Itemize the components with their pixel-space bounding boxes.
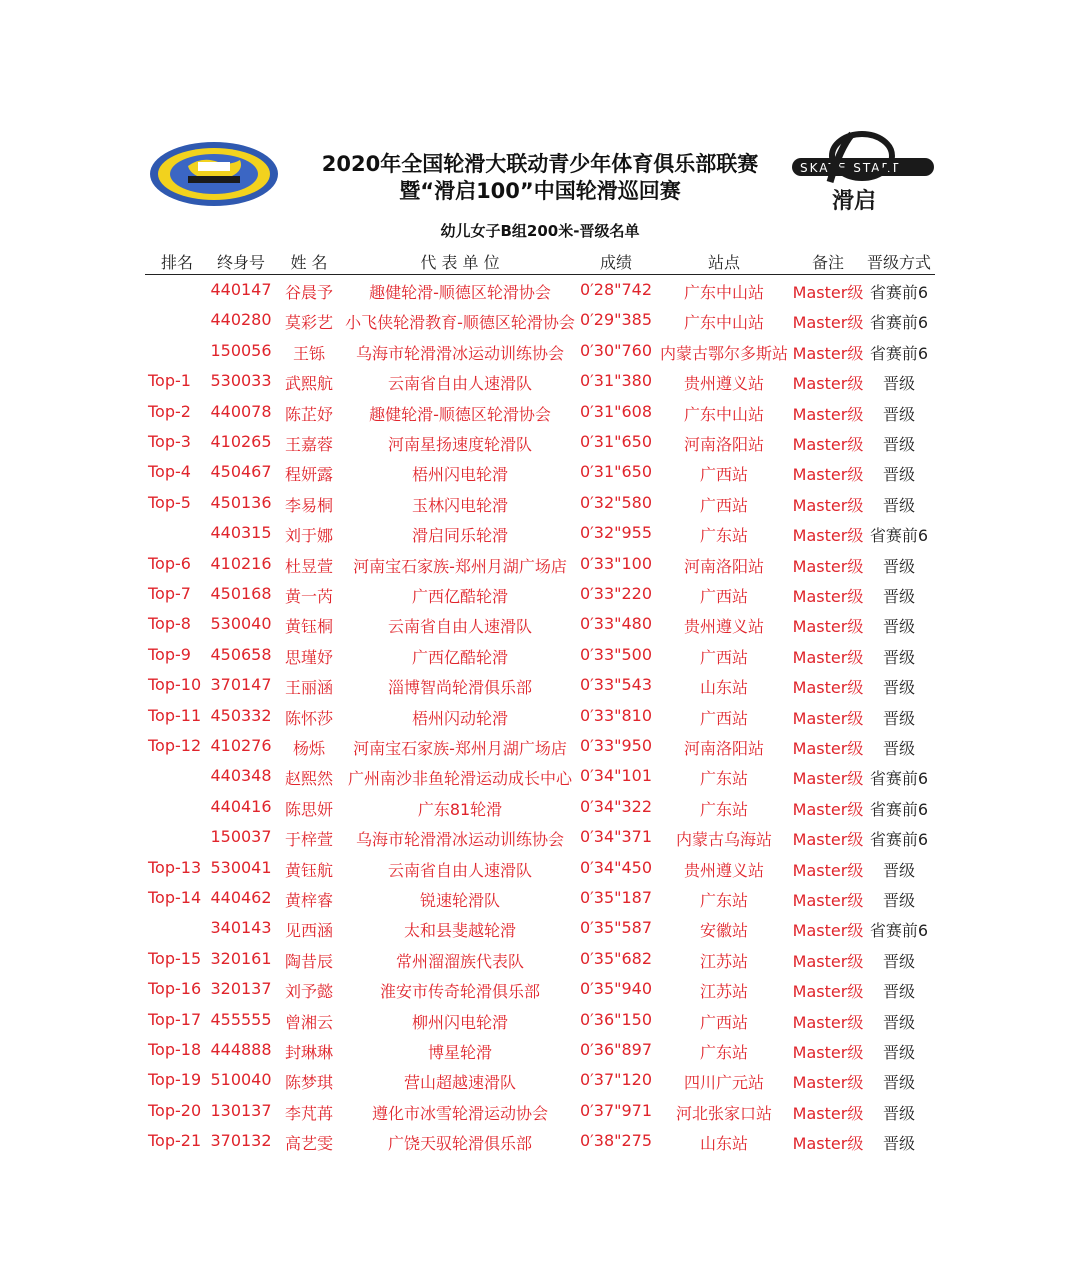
cell-station: 贵州遵义站 (683, 860, 765, 880)
cell-station: 广东站 (699, 1043, 749, 1062)
table-row (0, 458, 1080, 488)
cell-rank: Top-12 (148, 736, 202, 755)
cell-id: 450168 (210, 584, 272, 603)
cell-method: 省赛前6 (869, 799, 929, 819)
cell-time: 0′31"650 (579, 432, 653, 451)
table-row (0, 337, 1080, 367)
cell-unit: 玉林闪电轮滑 (411, 495, 509, 515)
cell-method: 晋级 (882, 617, 916, 637)
cell-time: 0′37"120 (579, 1070, 653, 1090)
cell-time: 0′33"480 (579, 614, 653, 634)
cell-rank: Top-15 (148, 948, 202, 968)
cell-station: 广东中山站 (683, 313, 765, 333)
cell-id: 410265 (210, 432, 272, 451)
cell-station: 安徽站 (699, 921, 749, 941)
cell-id: 440416 (210, 796, 272, 816)
cell-method: 省赛前6 (869, 830, 929, 850)
cell-rank: Top-3 (148, 432, 191, 451)
cell-method: 晋级 (882, 465, 916, 485)
col-rank: 排名 (160, 253, 194, 272)
header-divider (145, 274, 935, 275)
cell-time: 0′34"322 (579, 796, 653, 816)
col-name: 姓 名 (290, 253, 328, 272)
cell-time: 0′35"587 (579, 918, 653, 938)
cell-name: 黄一芮 (284, 587, 334, 606)
table-row (0, 762, 1080, 792)
cell-time: 0′31"380 (579, 371, 653, 391)
cell-unit: 趣健轮滑-顺德区轮滑协会 (369, 404, 551, 424)
cell-method: 晋级 (882, 1043, 916, 1062)
cell-name: 陶昔辰 (284, 951, 334, 971)
cell-time: 0′31"608 (579, 401, 653, 421)
table-row (0, 1097, 1080, 1127)
col-id: 终身号 (216, 253, 266, 272)
cell-name: 谷晨予 (284, 283, 334, 302)
cell-unit: 梧州闪动轮滑 (411, 708, 509, 728)
cell-name: 刘予懿 (284, 982, 334, 1002)
table-row (0, 945, 1080, 975)
cell-time: 0′34"101 (579, 766, 653, 786)
cell-unit: 小飞侠轮滑教育-顺德区轮滑协会 (345, 313, 575, 333)
cell-note: Master级 (792, 495, 864, 515)
cell-note: Master级 (792, 860, 864, 880)
table-row (0, 1066, 1080, 1096)
cell-unit: 河南宝石家族-郑州月湖广场店 (353, 739, 567, 758)
cell-name: 赵熙然 (284, 769, 334, 789)
cell-id: 150056 (210, 340, 272, 360)
cell-note: Master级 (792, 830, 864, 850)
cell-rank: Top-17 (148, 1009, 202, 1029)
cell-name: 曾湘云 (284, 1012, 334, 1032)
cell-unit: 淄博智尚轮滑俱乐部 (387, 678, 533, 698)
cell-note: Master级 (792, 1073, 864, 1093)
cell-method: 晋级 (882, 647, 916, 667)
cell-note: Master级 (792, 678, 864, 698)
cell-rank: Top-20 (148, 1100, 202, 1120)
cell-station: 河南洛阳站 (683, 739, 765, 758)
cell-id: 130137 (210, 1100, 272, 1120)
cell-method: 晋级 (882, 587, 916, 606)
cell-id: 530033 (210, 371, 272, 391)
cell-note: Master级 (792, 313, 864, 333)
cell-note: Master级 (792, 799, 864, 819)
cell-unit: 滑启同乐轮滑 (411, 526, 509, 546)
cell-note: Master级 (792, 708, 864, 728)
cell-unit: 乌海市轮滑滑冰运动训练协会 (355, 830, 565, 850)
cell-id: 510040 (210, 1070, 272, 1090)
cell-id: 370132 (210, 1131, 272, 1151)
cell-station: 河南洛阳站 (683, 556, 765, 576)
cell-time: 0′33"100 (579, 553, 653, 573)
table-row (0, 550, 1080, 580)
cell-time: 0′33"220 (579, 584, 653, 603)
cell-name: 王丽涵 (284, 678, 334, 698)
cell-method: 晋级 (882, 1134, 916, 1154)
cell-name: 陈怀莎 (284, 708, 334, 728)
cell-id: 370147 (210, 675, 272, 695)
cell-id: 440147 (210, 280, 272, 299)
cell-unit: 乌海市轮滑滑冰运动训练协会 (355, 343, 565, 363)
cell-station: 河南洛阳站 (683, 435, 765, 454)
cell-id: 440078 (210, 401, 272, 421)
cell-station: 贵州遵义站 (683, 617, 765, 637)
cell-note: Master级 (792, 951, 864, 971)
cell-rank: Top-4 (148, 462, 191, 482)
cell-method: 省赛前6 (869, 313, 929, 333)
cell-time: 0′33"950 (579, 736, 653, 755)
cell-id: 150037 (210, 827, 272, 847)
cell-station: 山东站 (699, 1134, 749, 1154)
cell-name: 武熙航 (284, 374, 334, 394)
cell-name: 黄梓睿 (284, 891, 334, 910)
cell-note: Master级 (792, 343, 864, 363)
cell-rank: Top-14 (148, 888, 202, 907)
cell-method: 晋级 (882, 708, 916, 728)
table-row (0, 823, 1080, 853)
table-row (0, 367, 1080, 397)
col-note: 备注 (811, 253, 845, 272)
cell-rank: Top-6 (148, 553, 191, 573)
cell-station: 山东站 (699, 678, 749, 698)
cell-unit: 广西亿酷轮滑 (411, 647, 509, 667)
cell-unit: 梧州闪电轮滑 (411, 465, 509, 485)
cell-id: 450467 (210, 462, 272, 482)
cell-id: 340143 (210, 918, 272, 938)
cell-unit: 广州南沙非鱼轮滑运动成长中心 (347, 769, 573, 789)
cell-time: 0′32"580 (579, 492, 653, 512)
cell-time: 0′35"682 (579, 948, 653, 968)
col-station: 站点 (707, 253, 741, 272)
cell-rank: Top-18 (148, 1040, 202, 1059)
cell-name: 黄钰桐 (284, 617, 334, 637)
cell-id: 444888 (210, 1040, 272, 1059)
cell-rank: Top-8 (148, 614, 191, 634)
cell-rank: Top-1 (148, 371, 191, 391)
cell-unit: 遵化市冰雪轮滑运动协会 (371, 1103, 549, 1123)
cell-method: 晋级 (882, 1103, 916, 1123)
table-row (0, 702, 1080, 732)
cell-note: Master级 (792, 465, 864, 485)
cell-id: 440348 (210, 766, 272, 786)
cell-name: 杜昱萱 (284, 556, 334, 576)
cell-note: Master级 (792, 617, 864, 637)
cell-station: 广东中山站 (683, 283, 765, 302)
table-row (0, 580, 1080, 610)
cell-method: 晋级 (882, 374, 916, 394)
cell-method: 晋级 (882, 891, 916, 910)
cell-name: 见西涵 (284, 921, 334, 941)
cell-unit: 柳州闪电轮滑 (411, 1012, 509, 1032)
cell-time: 0′32"955 (579, 523, 653, 543)
cell-note: Master级 (792, 404, 864, 424)
cell-method: 晋级 (882, 495, 916, 515)
cell-time: 0′36"150 (579, 1009, 653, 1029)
cell-note: Master级 (792, 1103, 864, 1123)
cell-rank: Top-5 (148, 492, 191, 512)
cell-station: 广东站 (699, 891, 749, 910)
cell-method: 晋级 (882, 982, 916, 1002)
cell-station: 四川广元站 (683, 1073, 765, 1093)
table-row (0, 1127, 1080, 1157)
cell-note: Master级 (792, 982, 864, 1002)
cell-time: 0′34"371 (579, 827, 653, 847)
cell-name: 李易桐 (284, 495, 334, 515)
cell-id: 530040 (210, 614, 272, 634)
cell-unit: 广西亿酷轮滑 (411, 587, 509, 606)
cell-id: 450136 (210, 492, 272, 512)
cell-unit: 锐速轮滑队 (419, 891, 501, 910)
cell-station: 广西站 (699, 465, 749, 485)
table-row (0, 1006, 1080, 1036)
cell-name: 封琳琳 (284, 1043, 334, 1062)
table-row (0, 671, 1080, 701)
cell-station: 广东站 (699, 526, 749, 546)
cell-time: 0′37"971 (579, 1100, 653, 1120)
cell-method: 省赛前6 (869, 283, 929, 302)
table-row (0, 793, 1080, 823)
cell-method: 晋级 (882, 860, 916, 880)
cell-time: 0′35"187 (579, 888, 653, 907)
logo-skate-text: SKATE START (800, 161, 901, 175)
cell-name: 王铄 (292, 343, 326, 363)
cell-station: 江苏站 (699, 982, 749, 1002)
cell-method: 晋级 (882, 556, 916, 576)
cell-method: 晋级 (882, 951, 916, 971)
cell-note: Master级 (792, 556, 864, 576)
cell-time: 0′31"650 (579, 462, 653, 482)
cell-unit: 太和县斐越轮滑 (403, 921, 517, 941)
cell-method: 省赛前6 (869, 769, 929, 789)
cell-name: 程妍露 (284, 465, 334, 485)
cell-id: 320161 (210, 948, 272, 968)
cell-time: 0′38"275 (579, 1131, 653, 1151)
cell-station: 广东站 (699, 769, 749, 789)
cell-note: Master级 (792, 1012, 864, 1032)
cell-unit: 淮安市传奇轮滑俱乐部 (379, 982, 541, 1002)
cell-note: Master级 (792, 1043, 864, 1062)
cell-method: 晋级 (882, 739, 916, 758)
cell-note: Master级 (792, 283, 864, 302)
cell-method: 省赛前6 (869, 343, 929, 363)
cell-id: 530041 (210, 857, 272, 877)
table-row (0, 489, 1080, 519)
table-row (0, 519, 1080, 549)
cell-unit: 河南宝石家族-郑州月湖广场店 (353, 556, 567, 576)
cell-time: 0′33"543 (579, 675, 653, 695)
cell-id: 440462 (210, 888, 272, 907)
cell-method: 晋级 (882, 404, 916, 424)
cell-id: 450658 (210, 644, 272, 664)
cell-rank: Top-11 (148, 705, 202, 725)
cell-station: 广西站 (699, 647, 749, 667)
table-row (0, 914, 1080, 944)
cell-name: 黄钰航 (284, 860, 334, 880)
cell-note: Master级 (792, 769, 864, 789)
cell-unit: 趣健轮滑-顺德区轮滑协会 (369, 283, 551, 302)
cell-time: 0′33"810 (579, 705, 653, 725)
table-row (0, 975, 1080, 1005)
cell-station: 广西站 (699, 495, 749, 515)
title-line-2: 暨“滑启100”中国轮滑巡回赛 (399, 179, 681, 203)
logo-cn-text: 滑启 (832, 189, 877, 214)
col-time: 成绩 (599, 253, 633, 272)
cell-station: 江苏站 (699, 951, 749, 971)
cell-name: 高艺雯 (284, 1134, 334, 1154)
cell-rank: Top-2 (148, 401, 191, 421)
cell-unit: 广饶天驭轮滑俱乐部 (387, 1134, 533, 1154)
table-row (0, 610, 1080, 640)
cell-name: 于梓萱 (284, 830, 334, 850)
cell-station: 广东站 (699, 799, 749, 819)
cell-name: 思瑾妤 (284, 647, 334, 667)
cell-unit: 云南省自由人速滑队 (387, 617, 533, 637)
table-row (0, 398, 1080, 428)
cell-method: 晋级 (882, 435, 916, 454)
table-row (0, 276, 1080, 306)
cell-name: 王嘉蓉 (284, 435, 334, 454)
cell-method: 晋级 (882, 1073, 916, 1093)
cell-name: 陈梦琪 (284, 1073, 334, 1093)
cell-name: 刘于娜 (284, 526, 334, 546)
cell-note: Master级 (792, 374, 864, 394)
cell-method: 省赛前6 (869, 921, 929, 941)
col-method: 晋级方式 (866, 253, 932, 272)
cell-name: 陈思妍 (284, 799, 334, 819)
cell-name: 杨烁 (292, 739, 326, 758)
cell-note: Master级 (792, 435, 864, 454)
cell-unit: 博星轮滑 (427, 1043, 493, 1062)
cell-rank: Top-10 (148, 675, 202, 695)
table-row (0, 884, 1080, 914)
cell-station: 广西站 (699, 587, 749, 606)
table-row (0, 428, 1080, 458)
cell-note: Master级 (792, 526, 864, 546)
cell-note: Master级 (792, 921, 864, 941)
list-subtitle: 幼儿女子B组200米-晋级名单 (440, 222, 640, 240)
cell-id: 440315 (210, 523, 272, 543)
col-unit: 代 表 单 位 (420, 253, 500, 272)
table-row (0, 854, 1080, 884)
cell-unit: 广东81轮滑 (417, 799, 503, 819)
cell-rank: Top-9 (148, 644, 191, 664)
cell-unit: 云南省自由人速滑队 (387, 860, 533, 880)
cell-id: 410276 (210, 736, 272, 755)
table-header (0, 246, 1080, 274)
cell-method: 晋级 (882, 678, 916, 698)
table-row (0, 1036, 1080, 1066)
cell-name: 李芃苒 (284, 1103, 334, 1123)
table-row (0, 641, 1080, 671)
cell-time: 0′30"760 (579, 340, 653, 360)
cell-time: 0′35"940 (579, 979, 653, 999)
cell-unit: 河南星扬速度轮滑队 (387, 435, 533, 454)
cell-station: 广西站 (699, 708, 749, 728)
cell-note: Master级 (792, 891, 864, 910)
cell-id: 440280 (210, 310, 272, 330)
cell-station: 广东中山站 (683, 404, 765, 424)
cell-note: Master级 (792, 739, 864, 758)
cell-id: 450332 (210, 705, 272, 725)
table-row (0, 732, 1080, 762)
cell-rank: Top-13 (148, 857, 202, 877)
cell-id: 455555 (210, 1009, 272, 1029)
cell-name: 陈芷妤 (284, 404, 334, 424)
cell-note: Master级 (792, 1134, 864, 1154)
cell-rank: Top-21 (148, 1131, 202, 1151)
table-row (0, 306, 1080, 336)
cell-time: 0′36"897 (579, 1040, 653, 1059)
cell-rank: Top-19 (148, 1070, 202, 1090)
cell-time: 0′29"385 (579, 310, 653, 330)
cell-time: 0′33"500 (579, 644, 653, 664)
cell-note: Master级 (792, 587, 864, 606)
cell-time: 0′34"450 (579, 857, 653, 877)
cell-unit: 云南省自由人速滑队 (387, 374, 533, 394)
cell-unit: 营山超越速滑队 (403, 1073, 517, 1093)
cell-name: 莫彩艺 (284, 313, 334, 333)
cell-method: 晋级 (882, 1012, 916, 1032)
cell-station: 贵州遵义站 (683, 374, 765, 394)
cell-station: 河北张家口站 (675, 1103, 773, 1123)
cell-rank: Top-16 (148, 979, 202, 999)
cell-note: Master级 (792, 647, 864, 667)
cell-rank: Top-7 (148, 584, 191, 603)
cell-id: 320137 (210, 979, 272, 999)
cell-unit: 常州溜溜族代表队 (395, 951, 525, 971)
cell-method: 省赛前6 (869, 526, 929, 546)
cell-time: 0′28"742 (579, 280, 653, 299)
cell-station: 广西站 (699, 1012, 749, 1032)
cell-station: 内蒙古鄂尔多斯站 (659, 343, 789, 363)
cell-id: 410216 (210, 553, 272, 573)
cell-station: 内蒙古乌海站 (675, 830, 773, 850)
title-line-1: 2020年全国轮滑大联动青少年体育俱乐部联赛 (321, 152, 759, 176)
